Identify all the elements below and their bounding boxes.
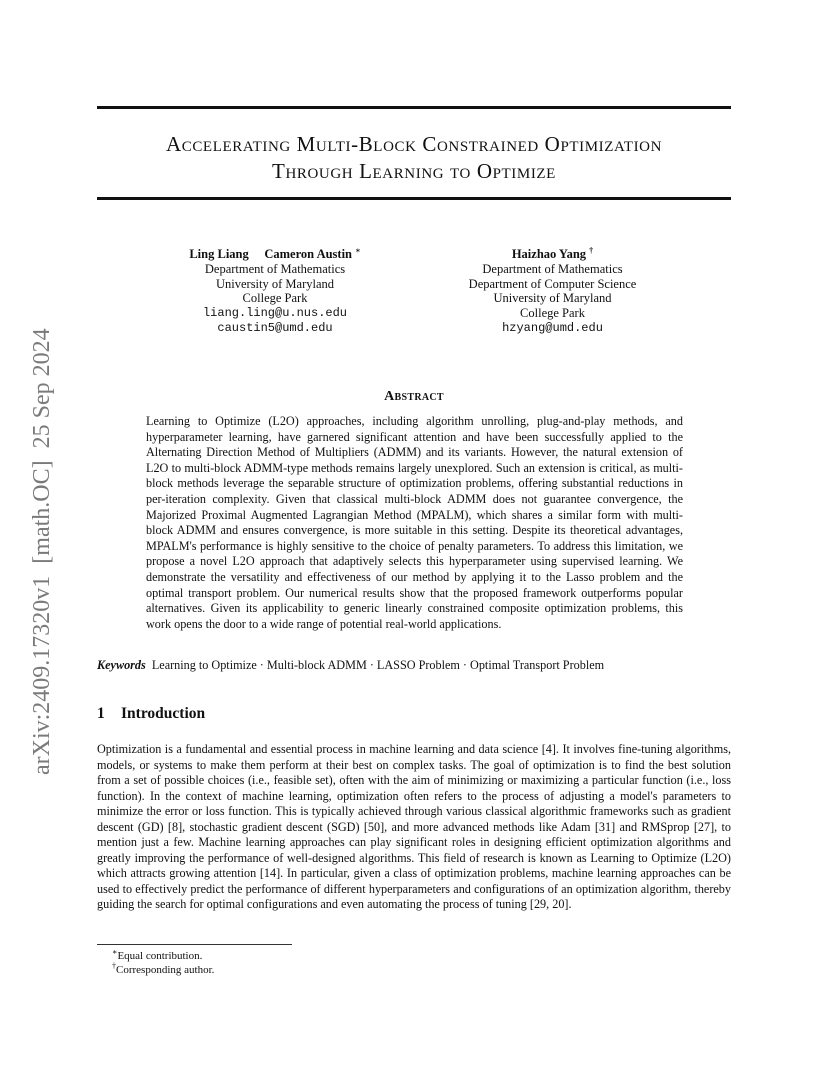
author-block-left xyxy=(170,247,380,336)
section-heading-introduction xyxy=(97,705,205,723)
footnote-corresponding-author xyxy=(112,963,214,977)
author-location: College Park xyxy=(520,306,585,321)
footnote-mark: ∗ xyxy=(112,947,118,957)
author-university: University of Maryland xyxy=(215,276,335,291)
keywords-list: Learning to Optimize · Multi-block ADMM · LASSO Problem · Optimal Transport Problem xyxy=(151,658,605,672)
title-rule-bottom xyxy=(97,197,731,200)
author-email-liang[interactable]: liang.ling@u.nus.edu xyxy=(202,306,348,321)
abstract-heading: Abstract xyxy=(384,389,444,404)
introduction-paragraph: Optimization is a fundamental and essential process in machine learning and data science [4]. It involves fine-tuning algorithms, models, or systems to make them perform at their best on complex tasks. The goal of optimization is to find the best solution from a set of possible choices (i.e., feasible set), often with the aim of minimizing or maximizing a particular function (i.e., loss function). In the context of machine learning, optimization often refers to the process of adjusting a model's parameters to minimize the error or loss function. This is typically achieved through various classical algorithmic frameworks such as gradient descent (GD) [8], stochastic gradient descent (SGD) [50], and more advanced methods like Adam [31] and RMSprop [27], to mention just a few. Machine learning approaches can play significant roles in designing efficient optimization algorithms and greatly improving the performance of well-designed algorithms. This field of research is known as Learning to Optimize (L2O) which attracts growing attention [14]. In particular, given a class of optimization problems, machine learning approaches can be used to effectively predict the performance of different hyperparameters and configurations of an optimization algorithm, thereby guiding the search for optimal configurations and even automating the process of tuning [29, 20]. xyxy=(97,742,731,912)
author-department: Department of Mathematics xyxy=(204,261,346,276)
equal-contribution-mark: ∗ xyxy=(355,245,361,255)
title-rule-top xyxy=(97,106,731,109)
paper-title-line-2: Through Learning to Optimize xyxy=(272,159,556,183)
corresponding-author-mark: † xyxy=(589,245,594,255)
author-name-text: Haizhao Yang xyxy=(511,247,587,261)
footnote-separator xyxy=(97,944,292,945)
author-department-math: Department of Mathematics xyxy=(482,261,623,276)
author-name-right xyxy=(445,247,660,262)
paper-title-line-1: Accelerating Multi-Block Constrained Optimization xyxy=(165,132,663,156)
footnote-text: Equal contribution. xyxy=(117,950,203,962)
section-title: Introduction xyxy=(121,705,206,722)
footnote-text: Corresponding author. xyxy=(116,964,215,976)
abstract-body: Learning to Optimize (L2O) approaches, including algorithm unrolling, plug-and-play methods, and hyperparameter learning, have garnered significant attention and have been successfully applied to the Alternating Direction Method of Multipliers (ADMM) and its variants. However, the natural extension of L2O to multi-block ADMM-type methods remains largely unexplored. Such an extension is critical, as multi-block methods leverage the separable structure of optimization problems, offering substantial reductions in per-iteration complexity. Given that classical multi-block ADMM does not guarantee convergence, the Majorized Proximal Augmented Lagrangian Method (MPALM), which shares a similar form with multi-block ADMM and ensures convergence, is more suitable in this setting. Despite its theoretical advantages, MPALM's performance is highly sensitive to the choice of penalty parameters. To address this limitation, we propose a novel L2O approach that adaptively selects this hyperparameter using supervised learning. We demonstrate the versatility and effectiveness of our method by applying it to the Lasso problem and the optimal transport problem. Our numerical results show that the proposed framework outperforms popular alternatives. Given its applicability to generic linearly constrained composite optimization problems, this work opens the door to a wide range of potential real-world applications. xyxy=(146,414,683,631)
footnote-mark: † xyxy=(112,961,116,971)
arxiv-identifier-stamp: arXiv:2409.17320v1 [math.OC] 25 Sep 2024 xyxy=(29,328,55,775)
footnote-equal-contribution xyxy=(112,949,202,963)
author-university: University of Maryland xyxy=(493,291,612,306)
author-names-left xyxy=(170,247,380,262)
author-email-austin[interactable]: caustin5@umd.edu xyxy=(217,320,333,335)
keywords-line xyxy=(97,658,731,673)
author-email-yang[interactable]: hzyang@umd.edu xyxy=(502,320,603,335)
keywords-label: Keywords xyxy=(97,658,146,672)
author-block-right xyxy=(445,247,660,336)
section-number: 1 xyxy=(97,705,105,722)
author-location: College Park xyxy=(242,291,308,306)
author-department-cs: Department of Computer Science xyxy=(468,276,637,291)
author-names-text: Ling Liang Cameron Austin xyxy=(189,247,352,261)
